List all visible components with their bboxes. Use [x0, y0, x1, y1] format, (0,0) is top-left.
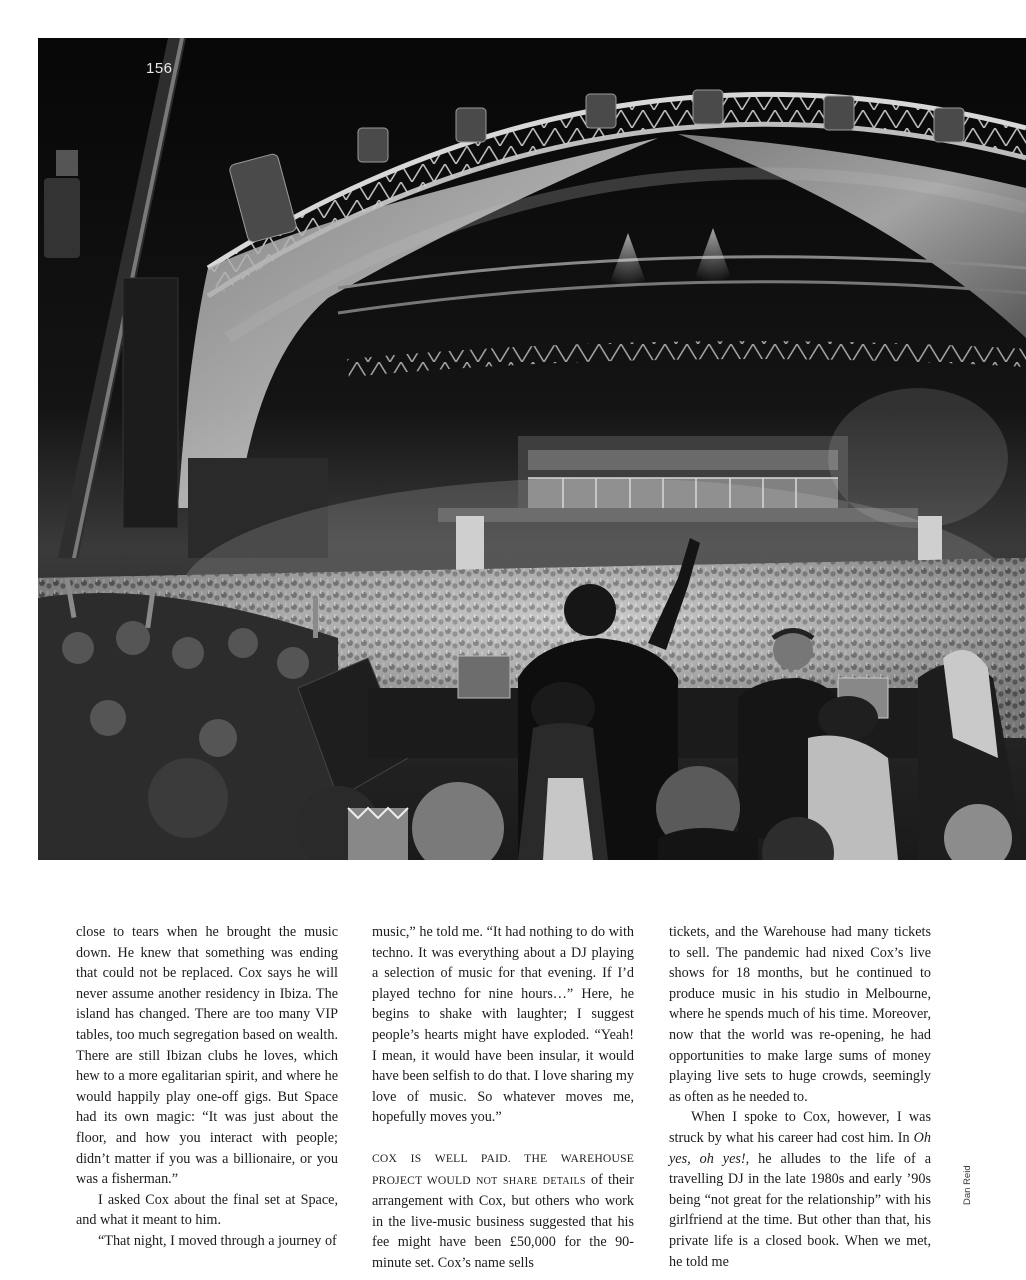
nightclub-photo-illustration [38, 38, 1026, 860]
article-body [76, 922, 934, 1271]
photo-credit: Dan Reid [962, 1165, 973, 1205]
article-column-3 [669, 922, 931, 1272]
paragraph: I asked Cox about the final set at Space, and what it meant to him. [76, 1191, 338, 1229]
concert-photo [38, 38, 1026, 860]
paragraph-text: , he alludes to the life of a travelling DJ in the late 1980s and early ’90s being “not great for the relationship” with his girlfriend at the time. But other than that, his private life is a closed book. When we met, he told me [669, 1150, 931, 1270]
paragraph-text: When I spoke to Cox, however, I was struck by what his career had cost him. In [669, 1109, 931, 1146]
section-lead-in: COX IS WELL PAID. THE WAREHOUSE PROJECT WOULD [372, 1151, 634, 1187]
article-column-2 [372, 922, 634, 1274]
section-lead-in-smallcaps: not share details [476, 1171, 586, 1188]
section-text: of their arrangement with Cox, but others who work in the live-music business suggested that his fee might have been £50,000 for the 90-minute set. Cox’s name sells [372, 1171, 635, 1271]
paragraph: close to tears when he brought the music down. He knew that something was ending that could not be replaced. Cox says he will never assume another residency in Ibiza. The island has changed. There are too many VIP tables, too much segregation based on wealth. There are still Ibizan clubs he loves, which hew to a more egalitarian spirit, and where he would happily play one-off gigs. But Space had its own magic: “It was just about the floor, and how you interact with people; didn’t matter if you was a billionaire, or you was a fisherman.” [76, 924, 338, 1188]
paragraph [669, 1107, 931, 1272]
page-number: 156 [146, 60, 173, 77]
article-column-1 [76, 922, 338, 1252]
section-paragraph [372, 1148, 634, 1274]
paragraph: tickets, and the Warehouse had many tickets to sell. The pandemic had nixed Cox’s live shows for 18 months, but he continued to produce music in his studio in Melbourne, where he spends much of his time. Moreover, now that the world was re-opening, he had opportunities to make large sums of money playing live sets to huge crowds, seemingly as often as he needed to. [669, 924, 931, 1105]
paragraph: “That night, I moved through a journey of [98, 1232, 337, 1249]
book-title: Oh yes, oh yes! [669, 1129, 931, 1167]
paragraph: music,” he told me. “It had nothing to do with techno. It was everything about a DJ playing a selection of music for that evening. If I’d played techno for nine hours…” Here, he begins to shake with laughter; I suggest people’s hearts might have exploded. “Yeah! I mean, it would have been insular, it would have been selfish to do that. I love sharing my love of music. So whatever moves me, hopefully moves you.” [372, 924, 634, 1126]
